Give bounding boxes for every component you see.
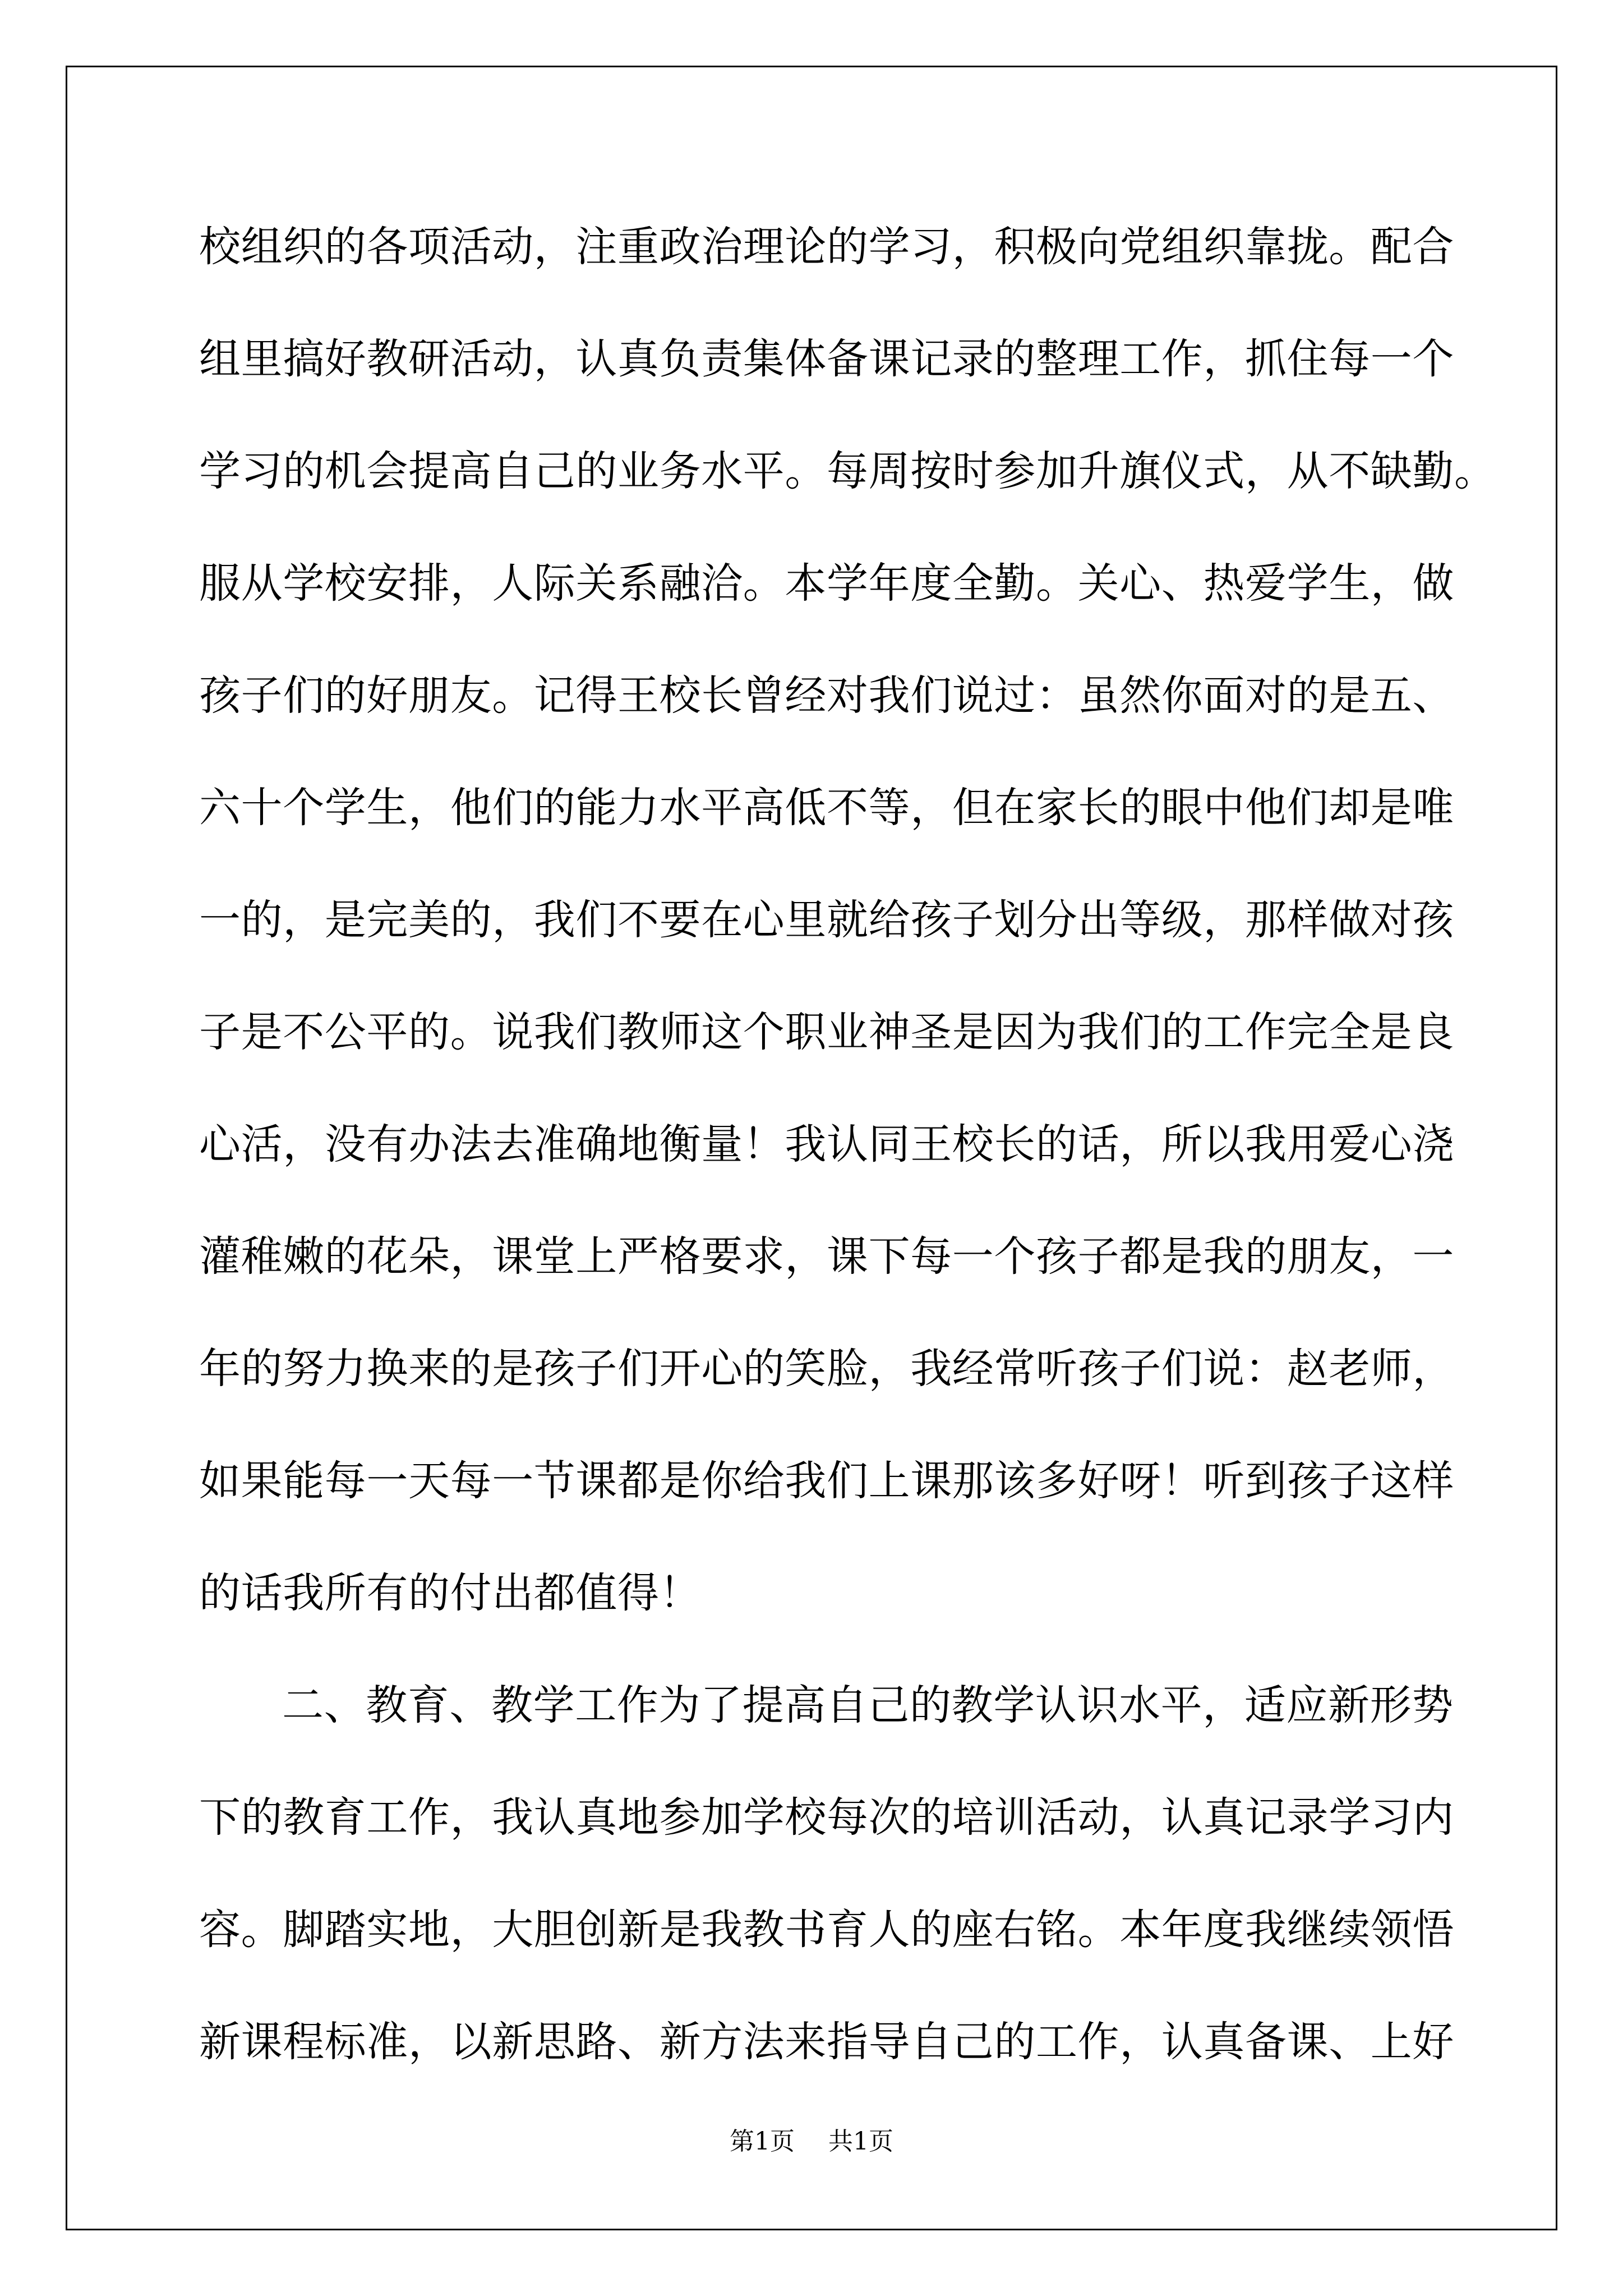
document-body [199, 212, 1496, 2119]
text-line: 服从学校安排，人际关系融洽。本学年度全勤。关心、热爱学生，做 [199, 559, 1454, 608]
text-line: 六十个学生，他们的能力水平高低不等，但在家长的眼中他们却是唯 [199, 784, 1454, 832]
text-line: 如果能每一天每一节课都是你给我们上课那该多好呀！听到孩子这样 [199, 1457, 1454, 1505]
text-line: 子是不公平的。说我们教师这个职业神圣是因为我们的工作完全是良 [199, 1008, 1454, 1056]
page-total: 共1页 [828, 2127, 893, 2156]
paragraph-start-line: 二、教育、教学工作为了提高自己的教学认识水平，适应新形势 [282, 1681, 1454, 1729]
text-line: 新课程标准，以新思路、新方法来指导自己的工作，认真备课、上好 [199, 2018, 1454, 2066]
text-line: 组里搞好教研活动，认真负责集体备课记录的整理工作，抓住每一个 [199, 335, 1454, 383]
text-line: 下的教育工作，我认真地参加学校每次的培训活动，认真记录学习内 [199, 1793, 1454, 1842]
text-line: 心活，没有办法去准确地衡量！我认同王校长的话，所以我用爱心浇 [199, 1120, 1454, 1168]
text-line: 容。脚踏实地，大胆创新是我教书育人的座右铭。本年度我继续领悟 [199, 1906, 1454, 1954]
text-line: 校组织的各项活动，注重政治理论的学习，积极向党组织靠拢。配合 [199, 223, 1454, 271]
text-line: 年的努力换来的是孩子们开心的笑脸，我经常听孩子们说：赵老师， [199, 1345, 1454, 1393]
page-footer [0, 2125, 1623, 2159]
text-line: 学习的机会提高自己的业务水平。每周按时参加升旗仪式，从不缺勤。 [199, 447, 1496, 495]
text-line: 一的，是完美的，我们不要在心里就给孩子划分出等级，那样做对孩 [199, 896, 1454, 944]
page-number: 第1页 [730, 2127, 795, 2156]
text-line: 灌稚嫩的花朵，课堂上严格要求，课下每一个孩子都是我的朋友，一 [199, 1232, 1454, 1281]
text-line: 的话我所有的付出都值得！ [199, 1569, 702, 1617]
text-line: 孩子们的好朋友。记得王校长曾经对我们说过：虽然你面对的是五、 [199, 671, 1454, 720]
